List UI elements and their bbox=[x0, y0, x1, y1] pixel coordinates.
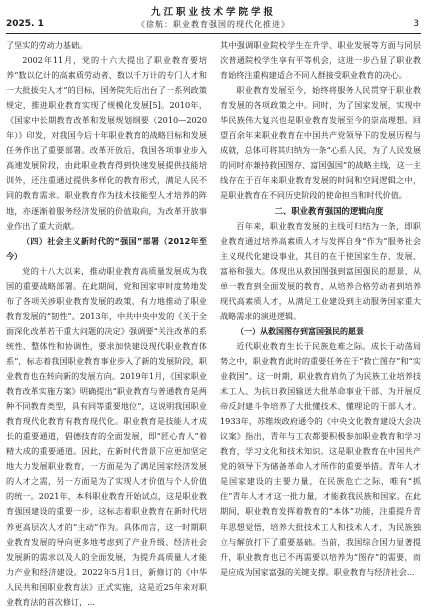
paragraph: 了坚实的劳动力基础。 bbox=[6, 40, 88, 50]
right-column bbox=[220, 38, 421, 610]
paragraph: 党的十八大以来，推动职业教育高质量发展成为我国的重要战略部署。在此期间，党和国家审时度势地发布了各项关涉职业教育发展的政策，有力地推动了职业教育发展的“韧性”。2013年，中共中央中发的《关于全面深化改革若干重大问题的决定》强调要“关注改革的系统性、整体性和协调性，要求加快建设现代职业教育体系”，标志着我国职业教育事业步入了新的发展阶段，职业教育也在转向新的发展方向。2019年1月，《国家职业教育改革实施方案》明确提出“职业教育与普通教育是两种不同教育类型，具有同等重要地位”，这说明我国职业教育现代化教育有教育现代化。职业教育是技能人才成长的重要通道，倡德技育的全面发展，即“匠心育人”着精大成的重要通道。因此，在新时代背景下应更加坚定地大力发展职业教育，一方面是为了满足国家经济发展的人才之需，另一方面是为了实现人才价值与个人价值的统一。2021年，本科职业教育开始试点，这是职业教育强国建设的重要一步，这标志着职业教育在新时代培养更高层次人才的“主动”作为。具体而言，这一时期职业教育发展的导向更多地考虑到了产业升级、经济社会发展新的需求以及人的全面发展，为提升高质量人才能力产业和经济建设。2022年5月1日，新修订的《中华人民共和国职业教育法》正式实施，这是近25年来对职业教育法的首次修订，... bbox=[6, 265, 207, 607]
paragraph: 百年来，职业教育发展的主线可归结为一条，即职业教育通过培养高素质人才与发挥自身“作为”服务社会主义现代化建设事业，其目的在于使国家生存、发展、富裕和强大。体现出从救国图强到富国强民的愿景、从单一教育到全面发展的教育、从培养合格劳动者到培养现代高素质人才，从满足工业建设到主动服务国家重大战略需求的演进逻辑。 bbox=[220, 220, 421, 321]
subsection-heading: （四）社会主义新时代的“强国”部署（2012年至今） bbox=[6, 236, 207, 261]
issue-date: 2025. 1 bbox=[6, 19, 44, 29]
article-running-title: 《徐航：职业教育强国的现代化推进》 bbox=[137, 20, 290, 29]
paragraph: 近代职业教育生长于民族危难之际。成长于动荡局势之中，职业教育此时的重要任务在于“救亡图存”和“实业救国”。这一时期，职业教育肩负了为民族工业培养技术工人、为抗日救国输送大批革命事业干部、为开展反帝反封建斗争培养了大批懂技术、懂理论的干部人才。1933年，苏维埃政府通令的《中央文化教育建设大会决议案》指出，青年与工农都要积极参加职业教育和学习教育，学习文化和技术知识。这是职业教育在中国共产党的领导下为储备革命人才所作的重要举措。青年人才是国家建设的主要力量，在民族危亡之际，唯有“抓住”青年人才才这一批力量，才能救我民族和国家。在此期间，职业教育发挥着教育的“本体”功能，注重提升青年思想觉悟，培养大批技术工人和技术人才，为民族独立与解放打下了重要基础。当前，我国综合国力显著提升，职业教育也已不再需要以培养为“图存”的需要，而是应成为国家富强的关键支撑。职业教育与经济社会... bbox=[220, 340, 421, 577]
journal-title: 九江职业技术学院学报 bbox=[150, 7, 276, 18]
page-header bbox=[6, 0, 421, 34]
paragraph: 其中强调职业院校学生在升学、职业发展等方面与同层次普通院校学生享有平等机会，这进一步凸显了职业教育始终注重构建适合不同人群接受职业教育的决心。 bbox=[220, 40, 421, 81]
left-column bbox=[6, 38, 207, 610]
paragraph: 2002年11月，党的十六大提出了职业教育要培养“数以亿计的高素质劳动者、数以千万计的专门人才和一大批拔尖人才”的目标，国务院先后出台了一系列政策规定，推进职业教育实现了规模化发展[5]。2010年，《国家中长期教育改革和发展规划纲要（2010—2020年）》印发，对我国今后十年职业教育的战略目标和发展任务作出了重要部署。改革开放后，我国各项事业步入高速发展阶段，由此职业教育得到快速发展提供技能培训外，还注重通过提供多样化的教育形式，满足人民不同的教育需求。职业教育作为技术技能型人才培养的阵地，亦逐渐着服务经济发展的价值取向，为改革开放事业作出了重大贡献。 bbox=[6, 55, 207, 231]
paragraph: 职业教育发展至今，始终将服务人民贯穿于职业教育发展的各项政策之中。同时，为了国家发展，实现中华民族伟大复兴也是职业教育发展至今的崇高理想。回望百余年来职业教育在中国共产党领导下的发展历程与成就，总体可将其归纳为一条“心系人民，为了人民发展的同时亦兼持救国图存、富国强国”的战略主线，这一主线存在于百年来职业教育发展的时间和空间逻辑之中，是职业教育在不同历史阶段的使命担当和时代价值。 bbox=[220, 85, 421, 201]
subsection-heading: （一）从救国图存到富国强民的愿景 bbox=[236, 326, 364, 336]
section-heading: 二、职业教育强国的逻辑向度 bbox=[274, 205, 384, 216]
page-number: 3 bbox=[413, 19, 419, 29]
